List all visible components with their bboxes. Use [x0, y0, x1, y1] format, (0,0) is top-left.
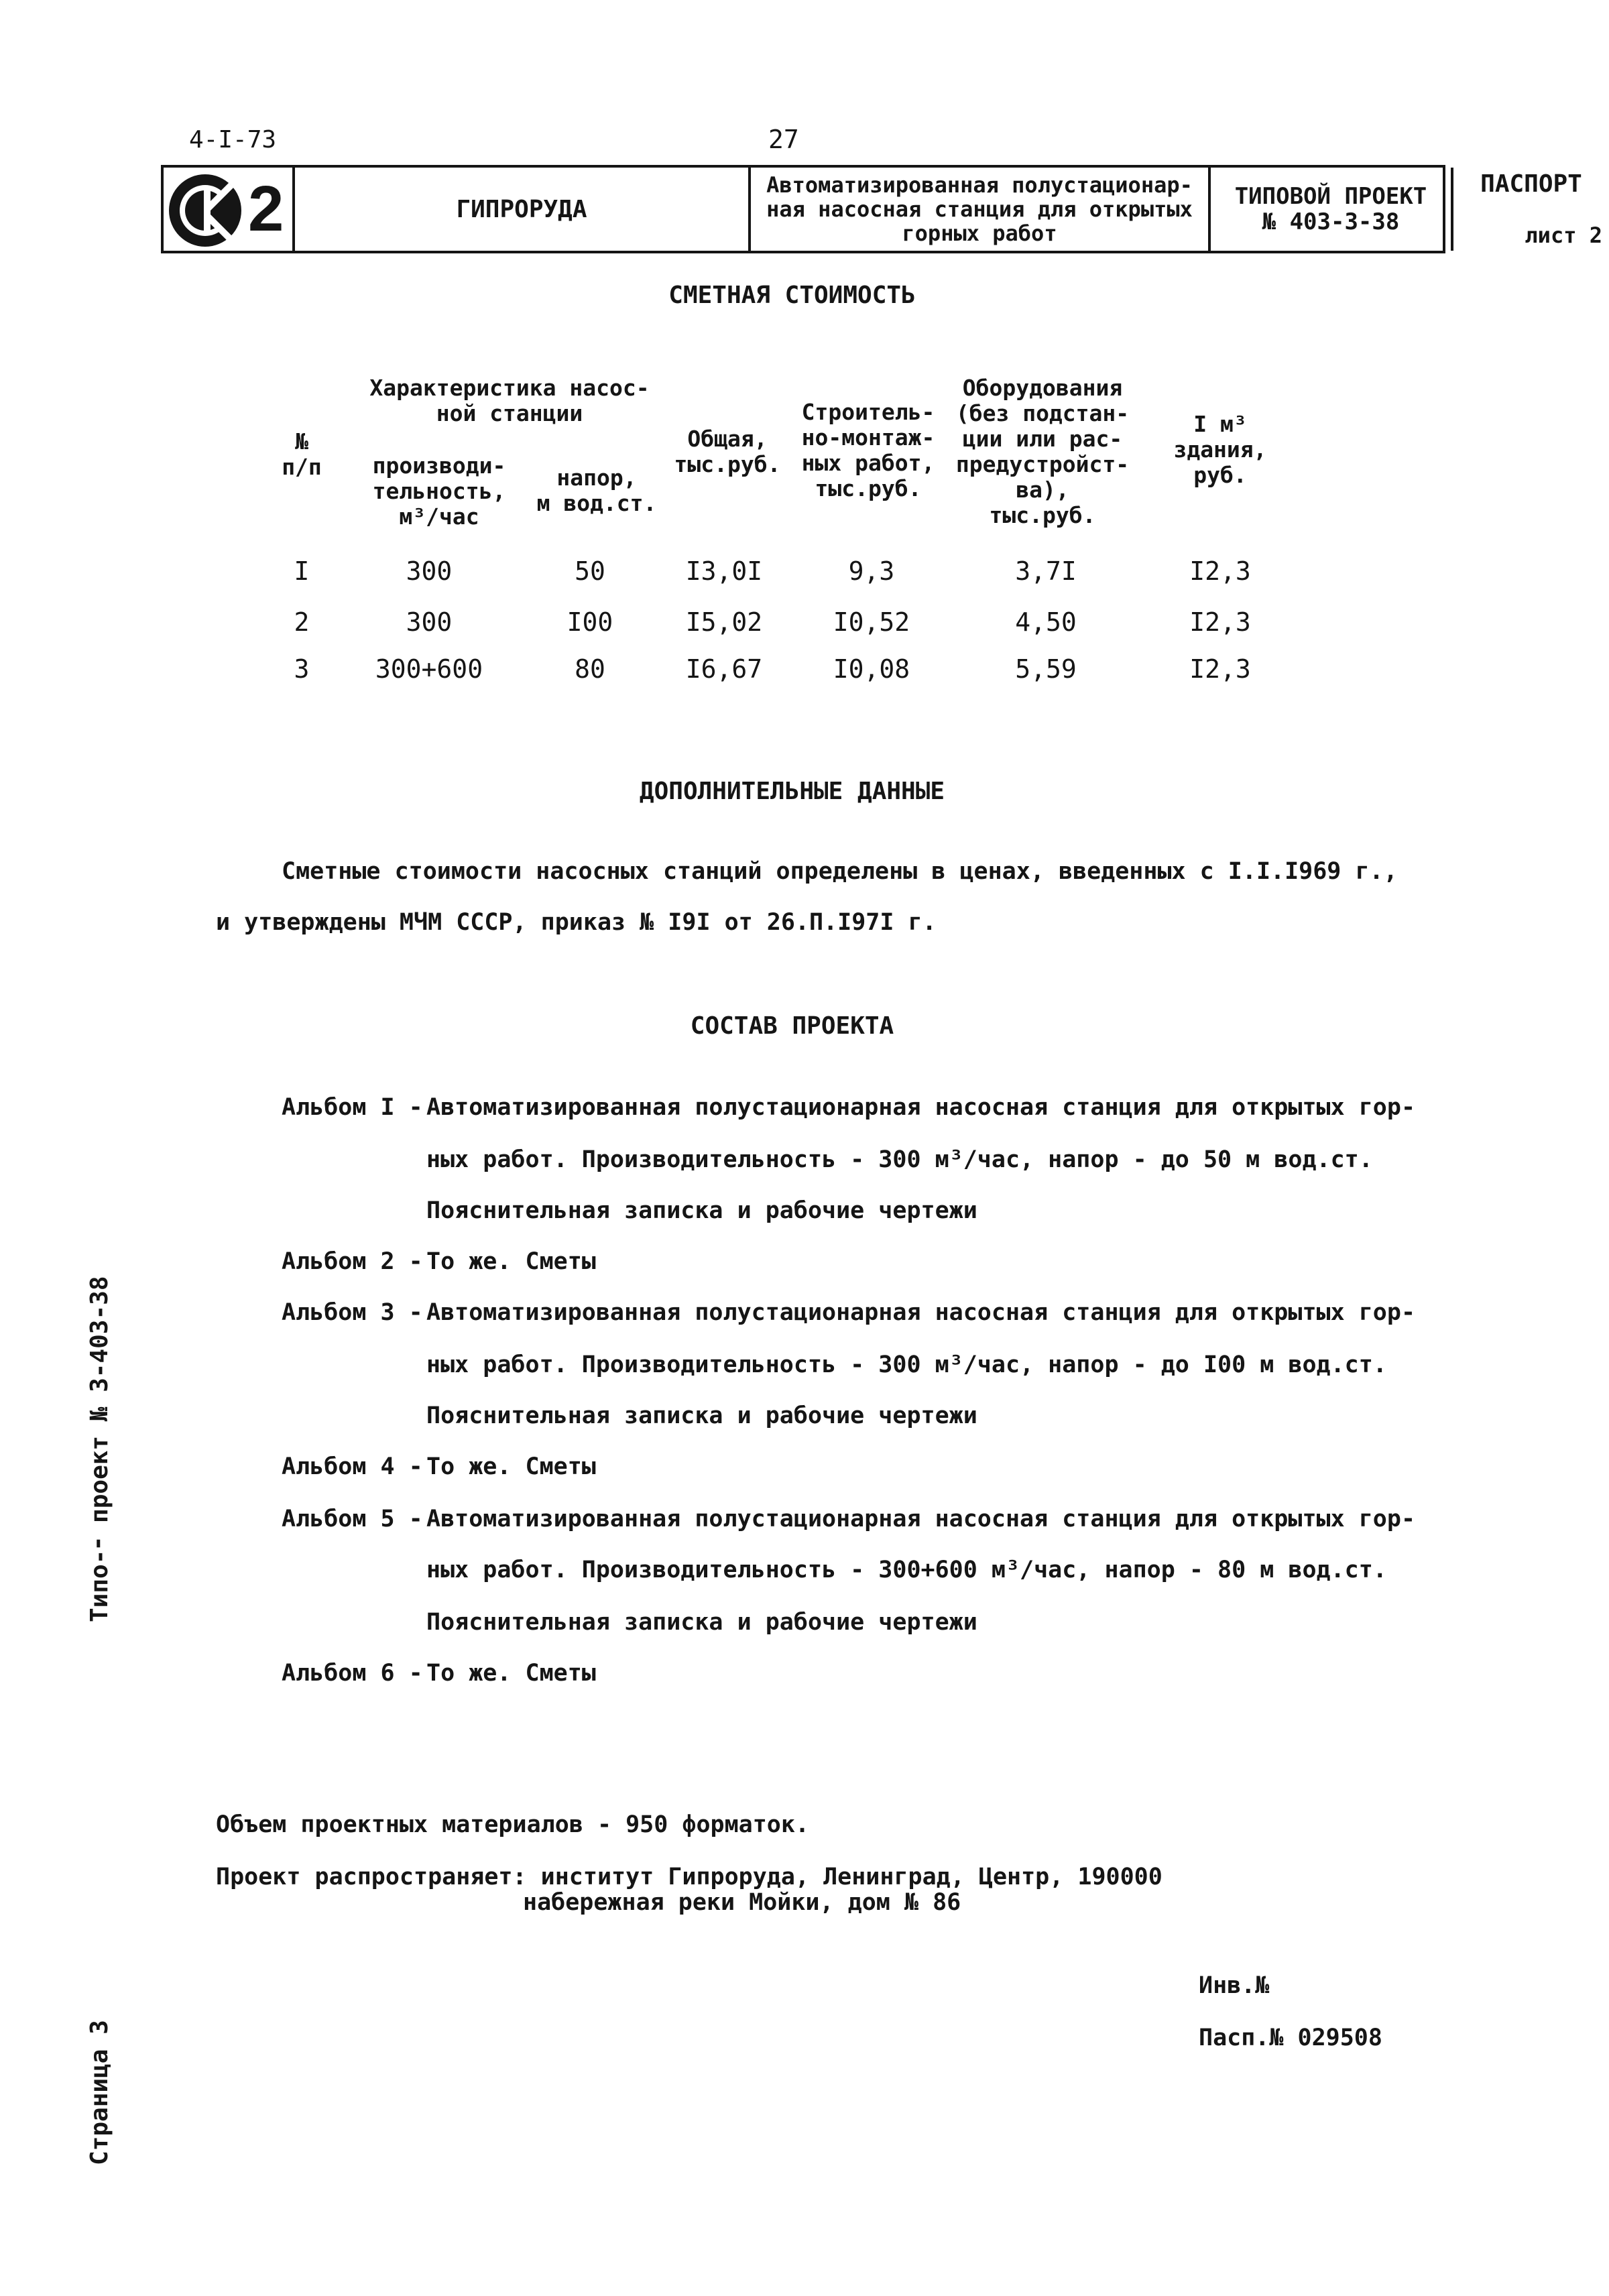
- col-header-capacity: производи- тельность, м³/час: [372, 452, 506, 530]
- margin-project-ref: Типо-⁃ проект № 3-403-38: [86, 1276, 113, 1622]
- cell-capacity: 300: [406, 556, 453, 586]
- cell-per-m3: I2,3: [1189, 607, 1251, 637]
- cell-construction: 9,3: [848, 556, 895, 586]
- album-line: То же. Сметы: [426, 1248, 596, 1275]
- distributor-line: набережная реки Мойки, дом № 86: [523, 1889, 961, 1916]
- organization-name: [295, 168, 751, 251]
- project-number: № 403-3-38: [1262, 208, 1400, 235]
- cell-construction: I0,08: [833, 654, 910, 684]
- cell-capacity: 300: [406, 607, 453, 637]
- standard-logo: [164, 168, 295, 251]
- album-line: Автоматизированная полустационарная насосная станция для открытых гор-: [426, 1506, 1416, 1532]
- cell-per-m3: I2,3: [1189, 556, 1251, 586]
- distributor-line: Проект распространяет: институт Гипроруда, Ленинград, Центр, 190000: [216, 1864, 1163, 1890]
- col-header-num: № п/п: [282, 428, 322, 480]
- passport-label: ПАСПОРТ: [1480, 170, 1582, 198]
- cell-per-m3: I2,3: [1189, 654, 1251, 684]
- col-header-head: напор, м вод.ст.: [536, 465, 657, 516]
- cell-total: I3,0I: [685, 556, 763, 586]
- album-label: Альбом 6 -: [282, 1660, 423, 1687]
- cell-total: I5,02: [685, 607, 763, 637]
- album-label: Альбом 3 -: [282, 1299, 423, 1326]
- title-block: [161, 165, 1602, 253]
- album-line: Автоматизированная полустационарная насосная станция для открытых гор-: [426, 1094, 1416, 1121]
- album-line: Пояснительная записка и рабочие чертежи: [426, 1609, 977, 1636]
- project-id: [1211, 168, 1453, 251]
- composition-heading: СОСТАВ ПРОЕКТА: [690, 1012, 894, 1040]
- album-line: ных работ. Производительность - 300 м³/час, напор - до 50 м вод.ст.: [426, 1146, 1373, 1173]
- album-line: Автоматизированная полустационарная насосная станция для открытых гор-: [426, 1299, 1416, 1326]
- margin-page-ref: Страница 3: [86, 2020, 113, 2165]
- organization-text: ГИПРОРУДА: [456, 195, 587, 223]
- cell-head: I00: [567, 607, 613, 637]
- album-line: Пояснительная записка и рабочие чертежи: [426, 1402, 977, 1429]
- title-line: Автоматизированная полустационар-: [766, 172, 1193, 198]
- cell-equipment: 5,59: [1015, 654, 1077, 684]
- cell-num: 2: [294, 607, 310, 637]
- album-label: Альбом I -: [282, 1094, 423, 1121]
- additional-heading: ДОПОЛНИТЕЛЬНЫЕ ДАННЫЕ: [639, 778, 945, 805]
- col-header-station-group: Характеристика насос- ной станции: [369, 375, 650, 426]
- cell-capacity: 300+600: [375, 654, 483, 684]
- cell-equipment: 3,7I: [1015, 556, 1077, 586]
- col-header-construction: Строитель- но-монтаж- ных работ, тыс.руб.: [801, 399, 935, 501]
- document-code: 4-I-73: [189, 126, 277, 154]
- cost-heading: СМЕТНАЯ СТОИМОСТЬ: [668, 282, 916, 309]
- cell-equipment: 4,50: [1015, 607, 1077, 637]
- project-type: ТИПОВОЙ ПРОЕКТ: [1234, 183, 1427, 210]
- cell-num: I: [294, 556, 310, 586]
- passport-cell: [1453, 168, 1609, 251]
- additional-line: Сметные стоимости насосных станций определены в ценах, введенных с I.I.I969 г.,: [282, 858, 1398, 885]
- col-header-per-m3: I м³ здания, руб.: [1173, 411, 1267, 488]
- cell-construction: I0,52: [833, 607, 910, 637]
- col-header-total: Общая, тыс.руб.: [674, 426, 781, 477]
- document-title: [751, 168, 1211, 251]
- additional-line: и утверждены МЧМ СССР, приказ № I9I от 26.П.I97I г.: [216, 909, 937, 936]
- col-header-equipment: Оборудования (без подстан- ции или рас- предустройст- ва), тыс.руб.: [955, 375, 1130, 528]
- volume-note: Объем проектных материалов - 950 форматок.: [216, 1811, 810, 1838]
- album-label: Альбом 5 -: [282, 1506, 423, 1532]
- album-label: Альбом 2 -: [282, 1248, 423, 1275]
- cell-head: 50: [575, 556, 605, 586]
- cell-num: 3: [294, 654, 310, 684]
- album-line: ных работ. Производительность - 300+600 м³/час, напор - 80 м вод.ст.: [426, 1557, 1387, 1583]
- album-line: То же. Сметы: [426, 1660, 596, 1687]
- cell-total: I6,67: [685, 654, 763, 684]
- page-number: 27: [768, 125, 799, 154]
- passport-number: Пасп.№ 029508: [1199, 2025, 1382, 2051]
- title-line: горных работ: [902, 221, 1057, 246]
- inventory-number: Инв.№: [1199, 1972, 1270, 1999]
- album-line: ных работ. Производительность - 300 м³/час, напор - до I00 м вод.ст.: [426, 1351, 1387, 1378]
- album-label: Альбом 4 -: [282, 1453, 423, 1480]
- logo-number: 2: [248, 173, 284, 245]
- album-line: Пояснительная записка и рабочие чертежи: [426, 1197, 977, 1224]
- cell-head: 80: [575, 654, 605, 684]
- album-line: То же. Сметы: [426, 1453, 596, 1480]
- title-line: ная насосная станция для открытых: [766, 196, 1193, 222]
- sheet-number: лист 2: [1525, 223, 1602, 248]
